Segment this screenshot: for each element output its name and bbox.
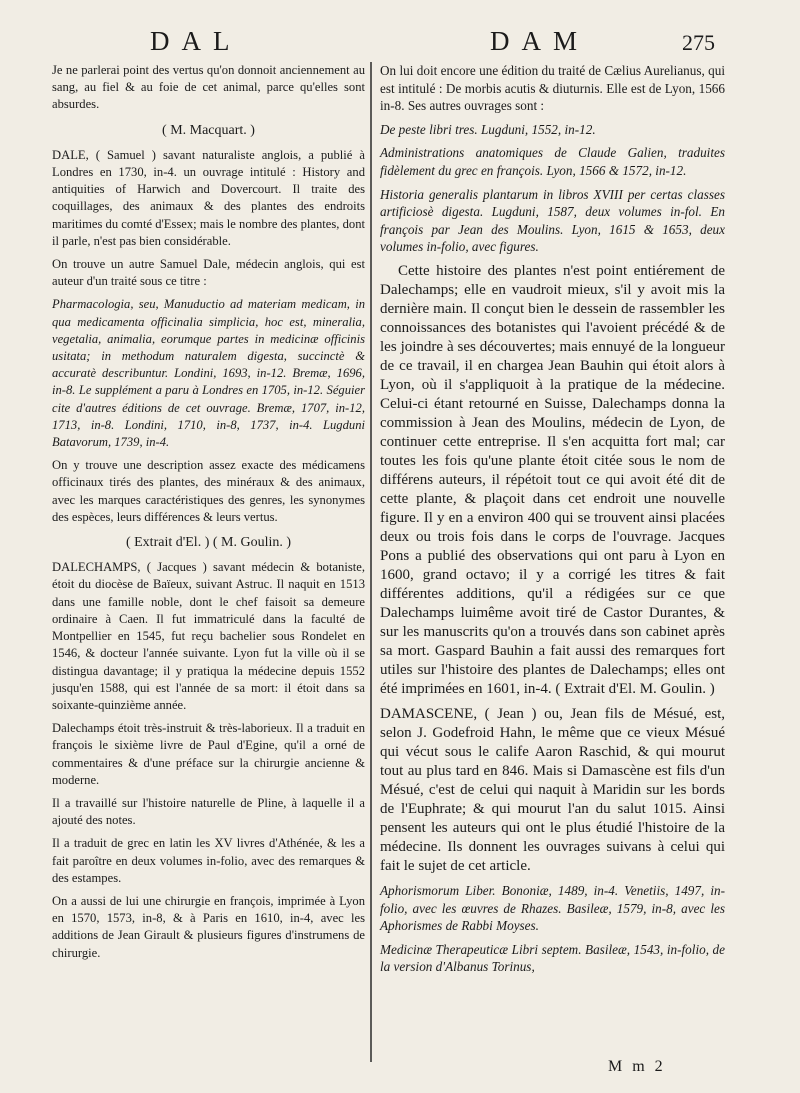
bibliography-entry: Medicinæ Therapeuticæ Libri septem. Basileæ, 1543, in-folio, de la version d'Albanus Torinus, bbox=[380, 941, 725, 975]
printer-signature: M m 2 bbox=[608, 1058, 666, 1075]
bibliography-entry: Historia generalis plantarum in libros XVIII per certas classes artificiosè digesta. Lugduni, 1587, deux volumes in-fol. En françois par Jean des Moulins. Lyon, 1615 & 1653, deux volumes in-folio, avec figures. bbox=[380, 186, 725, 255]
left-column bbox=[52, 62, 365, 968]
paragraph: On y trouve une description assez exacte des médicamens officinaux tirés des plantes, des minéraux & des animaux, avec les marques caractéristiques des genres, les synonymes des espèces, leurs différences & leurs vertus. bbox=[52, 458, 365, 524]
bibliography-entry: Aphorismorum Liber. Bononiæ, 1489, in-4. Venetiis, 1497, in-folio, avec les œuvres de Rhazes. Basileæ, 1579, in-8, avec les Aphorismes de Rabbi Moyses. bbox=[380, 882, 725, 934]
paragraph: On trouve un autre Samuel Dale, médecin anglois, qui est auteur d'un traité sous ce titre : bbox=[52, 257, 365, 289]
paragraph: Il a travaillé sur l'histoire naturelle de Pline, à laquelle il a ajouté des notes. bbox=[52, 795, 365, 828]
entry-damascene: DAMASCENE, ( Jean ) ou, Jean fils de Mésué, est, selon J. Godefroid Hahn, le même que ce vieux Mésué qui vécut sous le calife Aaron Raschid, & qui mourut tout au plus tard en 846. Mais si Damascène est fils d'un Mésué, c'est de celui qui naquit à Maridin sur les bords de l'Euphrate; & qui mourut l'an du salut 1015. Ainsi pensent les auteurs qui ont le plus étudié l'histoire de la médecine. Ils donnent les ouvrages suivans à celui qui fait le sujet de cet article. bbox=[380, 705, 725, 874]
bibliography-entry: Pharmacologia, seu, Manuductio ad materiam medicam, in qua medicamenta officinalia simplicia, hoc est, mineralia, vegetalia, animalia, eorumque partes in medicinæ officinis usitata; in methodum naturalem digesta, succinctè & accuratè describuntur. Londini, 1693, in-12. Bremæ, 1696, in-8. Le supplément a paru à Londres en 1705, in-12. Séguier cite d'autres éditions de cet ouvrage. Bremæ, 1707, in-12, 1713, in-8. Londini, 1710, in-8, 1737, in-4. Lugduni Batavorum, 1739, in-4. bbox=[52, 297, 365, 450]
paragraph: On lui doit encore une édition du traité de Cælius Aurelianus, qui est intitulé : De morbis acutis & diuturnis. Elle est de Lyon, 1566 in-8. Ses autres ouvrages sont : bbox=[380, 63, 725, 114]
paragraph: Il a traduit de grec en latin les XV livres d'Athénée, & les a fait paroître en deux volumes in-folio, avec des remarques & des estampes. bbox=[52, 836, 365, 885]
signature-line: ( M. Macquart. ) bbox=[162, 122, 255, 138]
signature-line: ( Extrait d'El. ) ( M. Goulin. ) bbox=[125, 535, 292, 551]
right-running-head: DAM bbox=[490, 26, 590, 56]
right-column bbox=[380, 62, 725, 982]
bibliography-entry: De peste libri tres. Lugduni, 1552, in-12. bbox=[380, 121, 596, 137]
page-number: 275 bbox=[682, 30, 715, 55]
bibliography-entry: Administrations anatomiques de Claude Galien, traduites fidèlement du grec en françois. Lyon, 1566 & 1572, in-12. bbox=[380, 145, 725, 178]
column-divider bbox=[370, 62, 372, 1062]
paragraph: Cette histoire des plantes n'est point entiérement de Dalechamps; elle en vaudroit mieux, s'il y avoit mis la dernière main. Il conçut bien le dessein de rassembler les connoissances des botanistes qui l'avoient précédé & de les joindre à ses découvertes; mais ennuyé de la longueur de ce travail, il en chargea Jean Bauhin qui étoit alors à Lyon, où il s'appliquoit à la pratique de la médecine. Celui-ci étant retourné en Suisse, Dalechamps donna la commission à Jean des Moulins, médecin de Lyon, de continuer cette entreprise. Il s'en acquitta fort mal; car toutes les fois qu'une plante étoit citée sous le nom de différens auteurs, il répétoit tout ce qui avoit été dit de cette plante, & plaçoit dans cet endroit une nouvelle figure. Il y en a environ 400 qui se trouvent ainsi placées deux ou trois fois dans le corps de l'ouvrage. Jacques Pons a publié des observations qui ont paru à Lyon en 1600, grand octavo; il y a corrigé les titres & fait différentes additions, qu'il a rédigées sur ce que Dalechamps luimême avoit tiré de Castor Durantes, & sur les manuscrits qu'on a trouvés dans son cabinet après sa mort. Gaspard Bauhin a fait aussi des remarques fort utiles sur l'histoire des plantes de Dalechamps; elles ont été imprimées en 1601, in-4. ( Extrait d'El. M. Goulin. ) bbox=[380, 262, 725, 697]
page-header bbox=[0, 22, 800, 62]
entry-dalechamps: DALECHAMPS, ( Jacques ) savant médecin & botaniste, étoit du diocèse de Baïeux, suivant Astruc. Il naquit en 1513 dans une famille noble, dont le chef faisoit sa demeure ordinaire à Caen. Il fut immatriculé dans la faculté de Montpellier en 1545, fut reçu bachelier sous Rondelet en 1546, & docteur l'année suivante. Lyon fut la ville où il se distingua davantage; il y pratiqua la médecine depuis 1552 jusqu'en 1588, qui est l'année de sa mort: il étoit dans sa soixante-quinzième année. bbox=[52, 560, 365, 712]
entry-dale-samuel: DALE, ( Samuel ) savant naturaliste anglois, a publié à Londres en 1730, in-4. un ouvrage intitulé : History and antiquities of Harwich and Dovercourt. Il traite des coquillages, des animaux & des plantes des endroits maritimes du comté d'Essex; mais le nombre des plantes, dont il parle, n'est pas bien considérable. bbox=[52, 147, 365, 248]
paragraph: On a aussi de lui une chirurgie en françois, imprimée à Lyon en 1570, 1573, in-8, & à Paris en 1610, in-4, avec les additions de Jean Girault & plusieurs figures d'instrumens de chirurgie. bbox=[52, 893, 365, 960]
paragraph: Je ne parlerai point des vertus qu'on donnoit anciennement au sang, au fiel & au foie de cet animal, parce qu'elles sont absurdes. bbox=[52, 63, 365, 112]
left-running-head: DAL bbox=[150, 26, 242, 56]
paragraph: Dalechamps étoit très-instruit & très-laborieux. Il a traduit en françois le sixième livre de Paul d'Egine, qu'il a orné de commentaires & d'une préface sur la chirurgie ancienne & moderne. bbox=[52, 721, 365, 787]
